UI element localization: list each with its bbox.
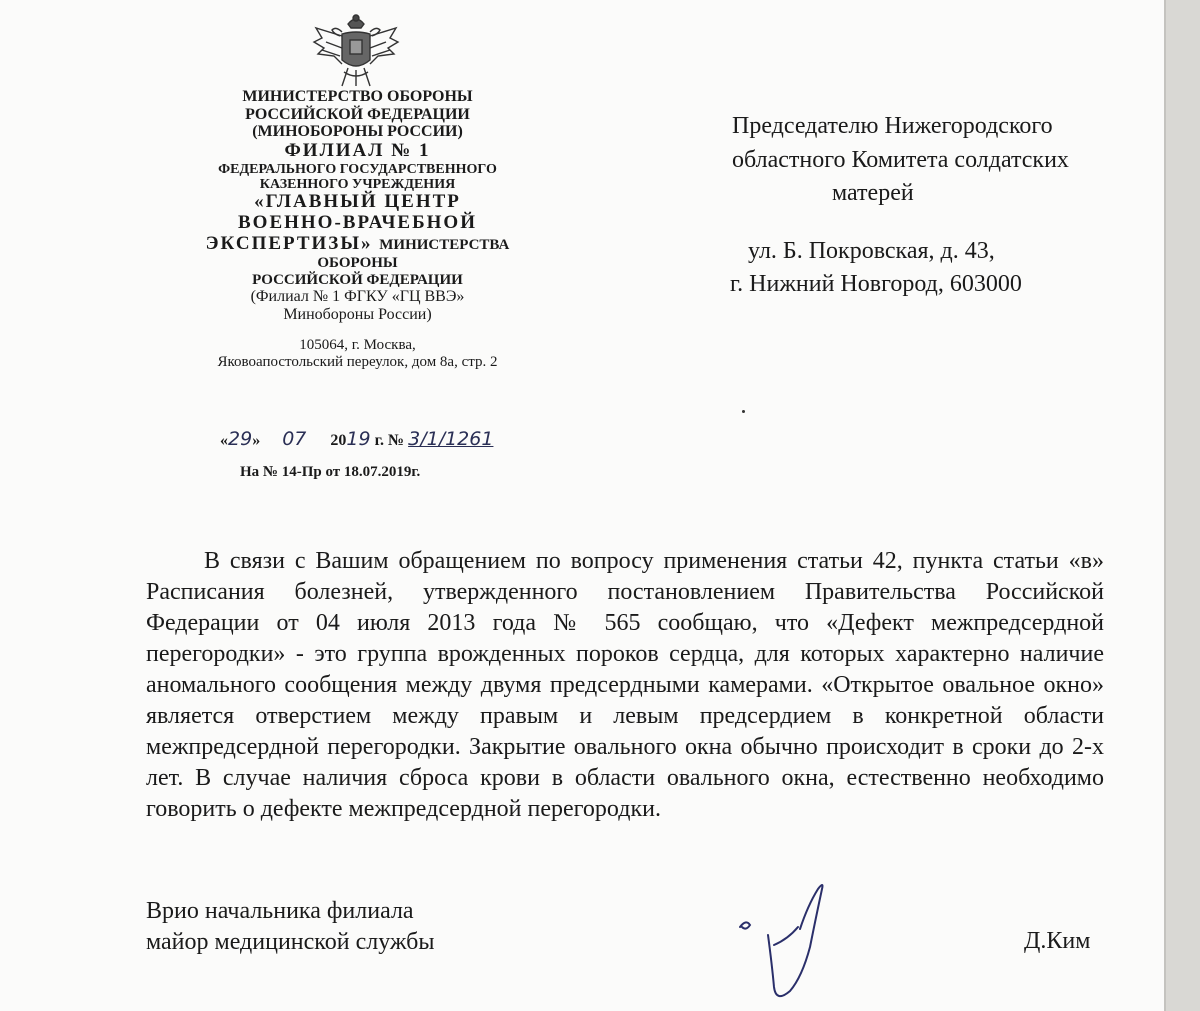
reply-reference: На № 14-Пр от 18.07.2019г.: [240, 464, 421, 480]
year-suffix: 19: [346, 428, 371, 450]
sender-line: Минобороны России): [283, 305, 432, 323]
sender-line-b: МИНИСТЕРСТВА: [379, 237, 510, 254]
sender-line: ВОЕННО-ВРАЧЕБНОЙ: [238, 212, 477, 234]
outgoing-date-number: [220, 428, 493, 450]
number-label: г. №: [374, 432, 405, 449]
signatory-title: [146, 896, 434, 958]
sender-line: МИНИСТЕРСТВО ОБОРОНЫ: [242, 88, 473, 105]
quote-close: »: [252, 432, 261, 449]
page-edge: [1164, 0, 1200, 1011]
signatory-name: Д.Ким: [1024, 928, 1091, 954]
sender-line: ФЕДЕРАЛЬНОГО ГОСУДАРСТВЕННОГО: [218, 161, 497, 177]
handwritten-signature: [730, 875, 840, 1005]
signatory-rank: майор медицинской службы: [146, 929, 435, 955]
addressee-city: г. Нижний Новгород, 603000: [730, 271, 1022, 298]
sender-postcode: 105064, г. Москва,: [299, 337, 416, 354]
letter-body: В связи с Вашим обращением по вопросу применения статьи 42, пункта статьи «в» Расписания болезней, утвержденного постановлением Правительства Российской Федерации от 04 июля 2013 года № 565 сообщаю, что «Дефект межпредсердной перегородки» - это группа врожденных пороков сердца, для которых характерно наличие аномального сообщения между двумя предсердными камерами. «Открытое овальное окно» является отверстием между правым и левым предсердием в конкретной области межпредсердной перегородки. Закрытие овального окна обычно происходит в сроки до 2-х лет. В случае наличия сброса крови в области овального окна, естественно необходимо говорить о дефекте межпредсердной перегородки.: [146, 548, 1104, 822]
addressee-line: Председателю Нижегородского: [732, 113, 1053, 139]
year-prefix: 20: [330, 432, 347, 449]
sender-line: «ГЛАВНЫЙ ЦЕНТР: [254, 191, 461, 213]
signatory-position: Врио начальника филиала: [146, 898, 414, 924]
sender-line: КАЗЕННОГО УЧРЕЖДЕНИЯ: [259, 177, 456, 193]
sender-line-a: ЭКСПЕРТИЗЫ»: [205, 233, 373, 255]
sender-line: РОССИЙСКОЙ ФЕДЕРАЦИИ: [252, 271, 463, 288]
addressee-line: матерей: [832, 180, 914, 207]
branch-title: ФИЛИАЛ № 1: [284, 139, 431, 161]
addressee-street: ул. Б. Покровская, д. 43,: [748, 237, 995, 264]
addressee-line: областного Комитета солдатских: [732, 146, 1069, 173]
quote-open: «: [220, 432, 228, 449]
outgoing-number: 3/1/1261: [408, 428, 494, 450]
sender-line: (Филиал № 1 ФГКУ «ГЦ ВВЭ»: [250, 288, 465, 306]
sender-line: (МИНОБОРОНЫ РОССИИ): [252, 123, 463, 141]
sender-street: Яковоапостольский переулок, дом 8а, стр. 2: [217, 353, 498, 370]
sender-block: [150, 88, 565, 370]
date-day: 29: [228, 428, 253, 450]
speck: [742, 410, 745, 413]
sender-line: РОССИЙСКОЙ ФЕДЕРАЦИИ: [245, 105, 470, 123]
double-headed-eagle-emblem: [312, 12, 400, 90]
addressee-block: [704, 110, 1144, 302]
sender-line: [150, 234, 565, 255]
date-month: 07: [282, 428, 307, 450]
sender-line: ОБОРОНЫ: [317, 255, 398, 272]
